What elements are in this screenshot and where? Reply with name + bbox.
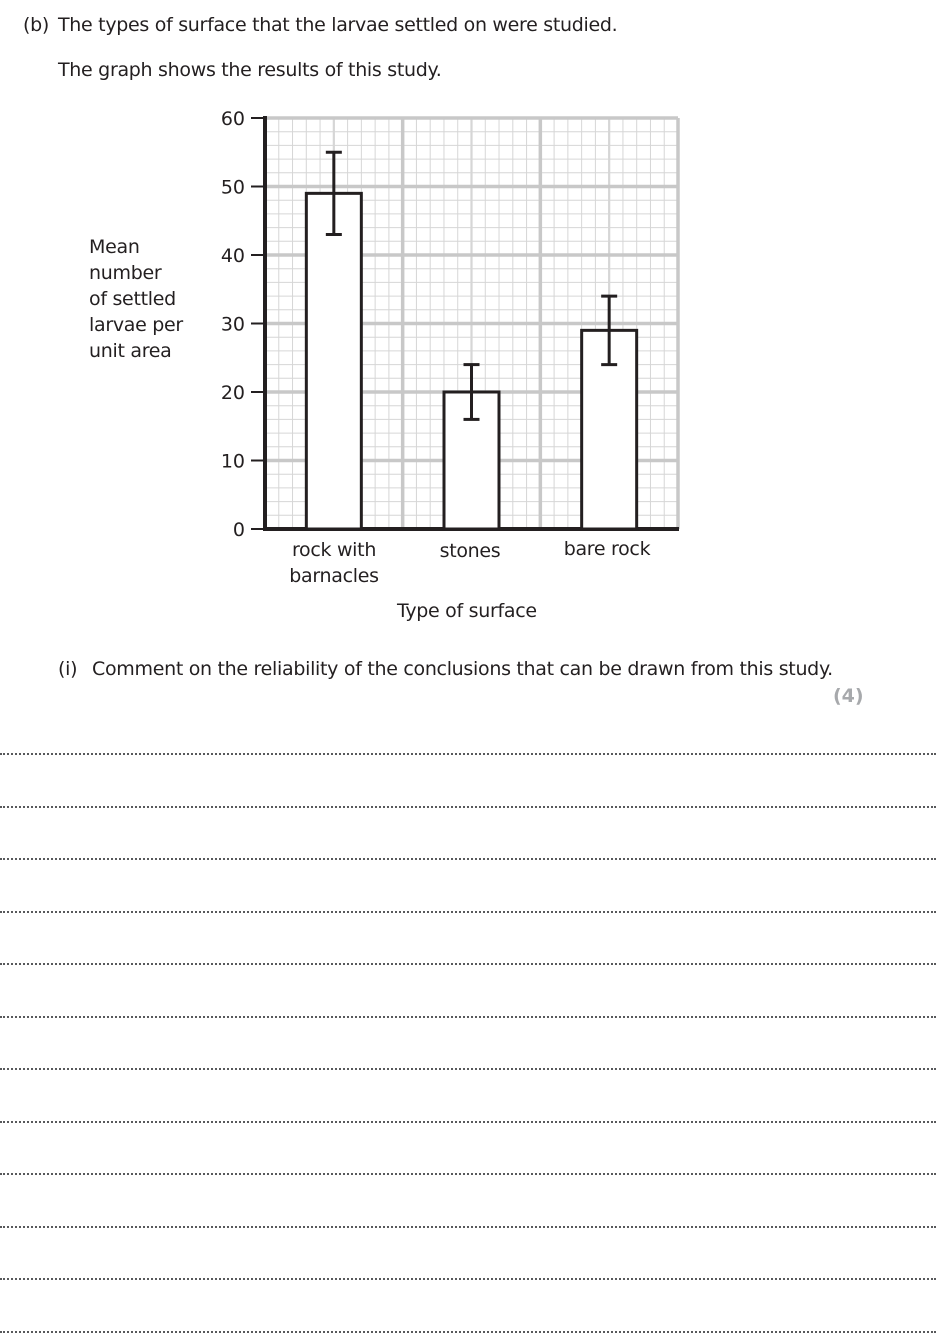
- y-tick-label: 60: [220, 108, 245, 130]
- x-tick-label-rock-with-barnacles: [274, 537, 394, 589]
- y-axis-label-line: of settled: [89, 288, 176, 310]
- y-tick-label: 10: [220, 450, 245, 473]
- marks-badge: (4): [833, 685, 864, 707]
- part-b-label: (b): [23, 14, 49, 36]
- bar-0: [306, 193, 361, 529]
- answer-line[interactable]: [0, 1331, 936, 1333]
- x-tick-label-line: barnacles: [289, 565, 379, 587]
- answer-line[interactable]: [0, 1226, 936, 1228]
- answer-line[interactable]: [0, 1121, 936, 1123]
- y-axis-label-line: Mean: [89, 236, 140, 258]
- y-axis-label-line: larvae per: [89, 314, 183, 336]
- y-tick-label: 40: [220, 245, 245, 267]
- answer-line[interactable]: [0, 1173, 936, 1175]
- answer-line[interactable]: [0, 1016, 936, 1018]
- part-b-text: The types of surface that the larvae settled on were studied.: [58, 14, 618, 36]
- y-tick-label: 30: [220, 313, 245, 336]
- x-tick-label-line: rock with: [291, 539, 377, 561]
- x-tick-label-stones: [410, 538, 530, 564]
- y-tick-label: 20: [220, 382, 245, 404]
- answer-line[interactable]: [0, 911, 936, 913]
- sub-i-text: Comment on the reliability of the conclusions that can be drawn from this study.: [92, 658, 833, 680]
- x-axis-label: Type of surface: [397, 600, 537, 622]
- answer-line[interactable]: [0, 753, 936, 755]
- intro-text: The graph shows the results of this study.: [58, 59, 442, 81]
- y-axis-label-line: unit area: [89, 340, 172, 362]
- answer-line[interactable]: [0, 1068, 936, 1070]
- x-tick-label-line: bare rock: [563, 538, 651, 560]
- y-tick-label: 0: [232, 519, 245, 541]
- answer-line[interactable]: [0, 858, 936, 860]
- y-tick-label: 50: [220, 176, 245, 199]
- sub-i-label: (i): [58, 658, 78, 680]
- x-tick-label-bare-rock: [547, 536, 667, 562]
- y-axis-label-line: number: [89, 262, 162, 284]
- answer-line[interactable]: [0, 963, 936, 965]
- answer-line[interactable]: [0, 1278, 936, 1280]
- answer-line[interactable]: [0, 806, 936, 808]
- x-tick-label-line: stones: [439, 540, 501, 562]
